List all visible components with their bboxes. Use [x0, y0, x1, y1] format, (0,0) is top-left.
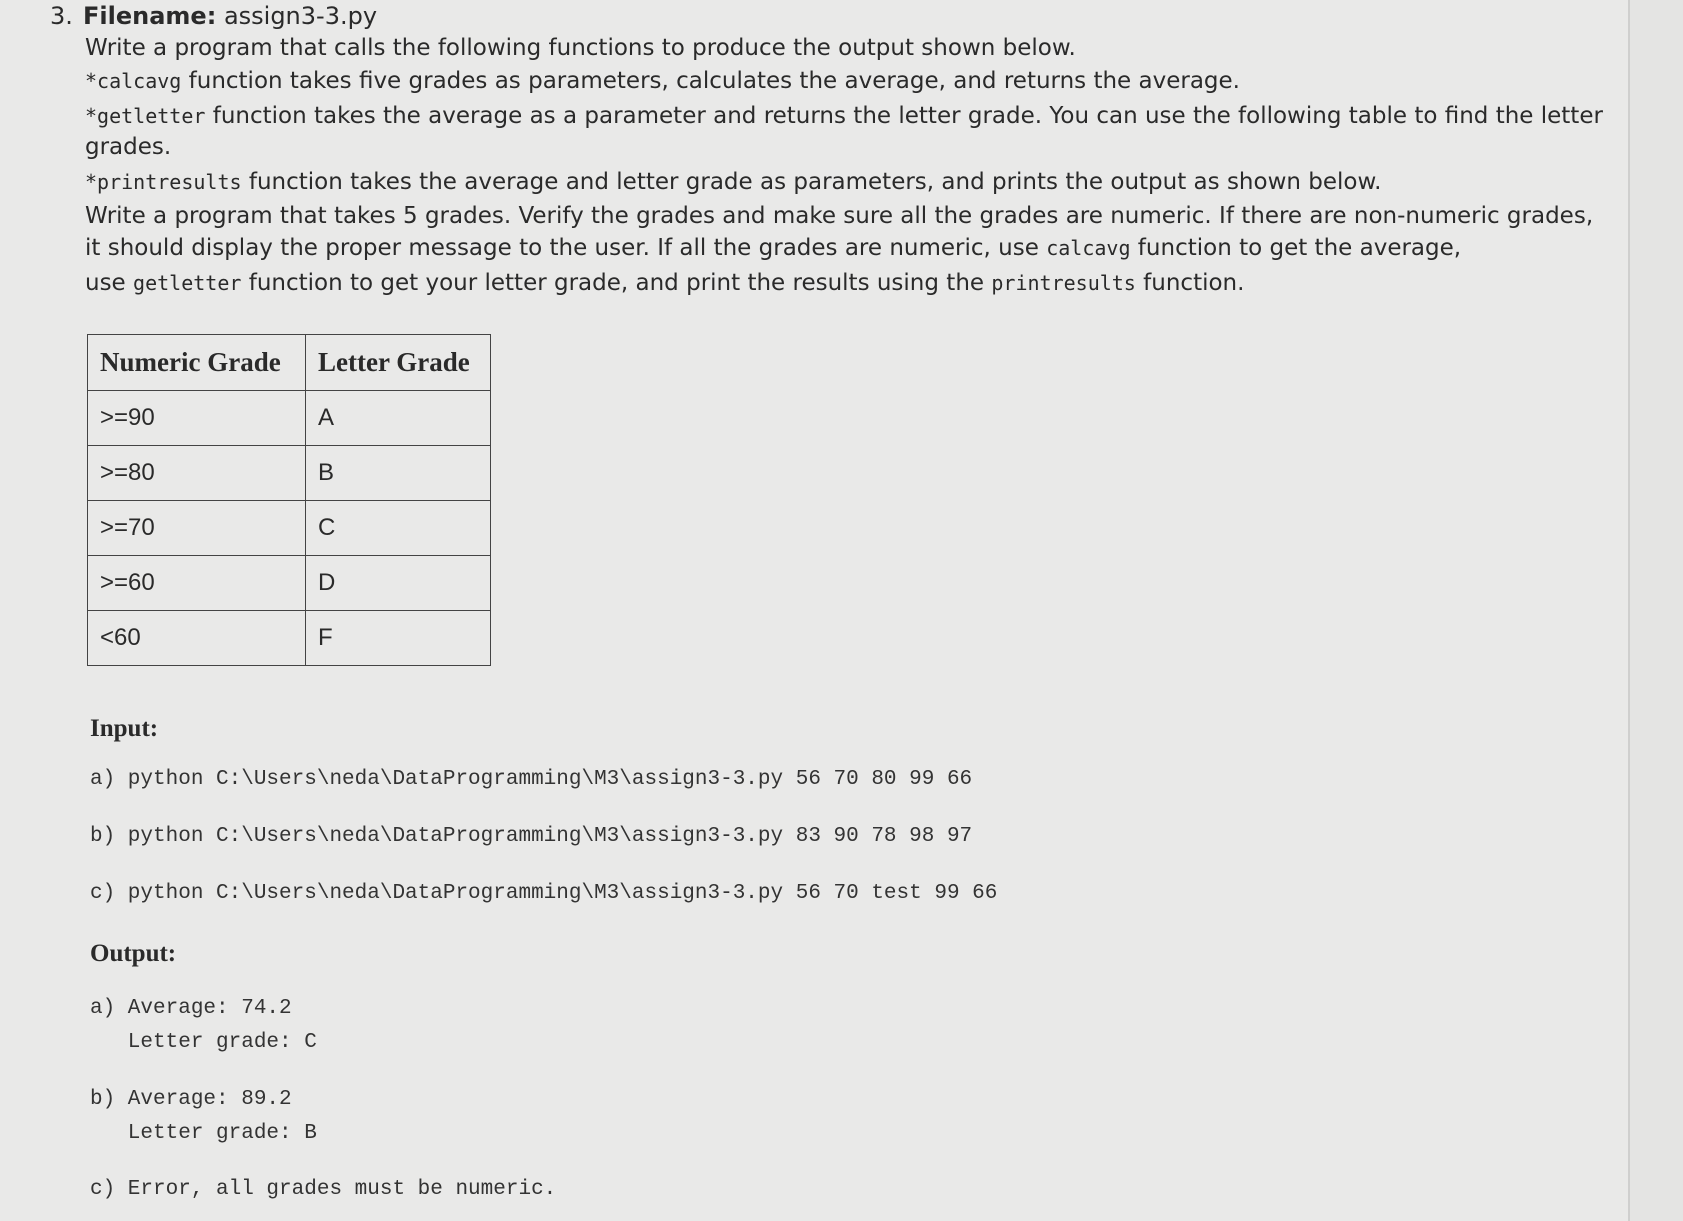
- printresults-description: [85, 169, 1382, 195]
- filename-line: [83, 2, 377, 30]
- getletter-description: [85, 103, 1603, 129]
- calcavg-desc: function takes five grades as parameters, calculates the average, and returns the average.: [181, 68, 1240, 94]
- instructions-line3-a: use: [85, 270, 134, 296]
- input-command-a: a) python C:\Users\neda\DataProgramming\M3\assign3-3.py 56 70 80 99 66: [90, 768, 973, 791]
- numeric-cell: >=60: [88, 556, 306, 611]
- numeric-cell: >=70: [88, 501, 306, 556]
- input-command-c: c) python C:\Users\neda\DataProgramming\M3\assign3-3.py 56 70 test 99 66: [90, 882, 998, 905]
- numeric-cell: <60: [88, 611, 306, 666]
- output-b-average: b) Average: 89.2: [90, 1088, 292, 1111]
- printresults-name: *printresults: [85, 170, 242, 194]
- calcavg-name: *calcavg: [85, 69, 182, 93]
- printresults-code: printresults: [991, 271, 1136, 295]
- input-command-b: b) python C:\Users\neda\DataProgramming\M3\assign3-3.py 83 90 78 98 97: [90, 825, 973, 848]
- output-b-letter: Letter grade: B: [90, 1122, 317, 1145]
- output-heading: Output:: [90, 940, 177, 967]
- table-row: [88, 501, 491, 556]
- letter-cell: B: [306, 446, 491, 501]
- grade-table: [87, 334, 491, 666]
- instructions-line3-b: function to get your letter grade, and print the results using the: [241, 270, 992, 296]
- getletter-desc-cont: grades.: [85, 134, 172, 160]
- getletter-desc: function takes the average as a parameter and returns the letter grade. You can use the following table to find the letter: [205, 103, 1603, 129]
- numeric-cell: >=80: [88, 446, 306, 501]
- letter-cell: A: [306, 391, 491, 446]
- instructions-line3-c: function.: [1135, 270, 1245, 296]
- table-header-row: [88, 335, 491, 391]
- intro-text: Write a program that calls the following functions to produce the output shown below.: [85, 35, 1076, 61]
- output-a-letter: Letter grade: C: [90, 1031, 317, 1054]
- instructions-line3: [85, 270, 1244, 296]
- printresults-desc: function takes the average and letter grade as parameters, and prints the output as shown below.: [241, 169, 1382, 195]
- page-edge: [1628, 0, 1630, 1221]
- output-c-error: c) Error, all grades must be numeric.: [90, 1178, 557, 1201]
- question-number: 3.: [50, 2, 73, 30]
- getletter-name: *getletter: [85, 104, 206, 128]
- table-row: [88, 446, 491, 501]
- calcavg-description: [85, 68, 1240, 94]
- output-a-average: a) Average: 74.2: [90, 997, 292, 1020]
- instructions-line2-b: function to get the average,: [1130, 235, 1462, 261]
- input-heading: Input:: [90, 715, 159, 742]
- filename: assign3-3.py: [223, 2, 378, 30]
- letter-cell: F: [306, 611, 491, 666]
- instructions-line2-a: it should display the proper message to the user. If all the grades are numeric, use: [85, 235, 1047, 261]
- table-row: [88, 391, 491, 446]
- filename-label: Filename:: [83, 2, 217, 30]
- table-row: [88, 556, 491, 611]
- instructions-line2: [85, 235, 1461, 261]
- instructions-line1: Write a program that takes 5 grades. Verify the grades and make sure all the grades are numeric. If there are non-numeric grades,: [85, 203, 1594, 229]
- getletter-code: getletter: [133, 271, 242, 295]
- header-numeric-grade: Numeric Grade: [88, 335, 306, 391]
- header-letter-grade: Letter Grade: [306, 335, 491, 391]
- letter-cell: C: [306, 501, 491, 556]
- numeric-cell: >=90: [88, 391, 306, 446]
- letter-cell: D: [306, 556, 491, 611]
- calcavg-code: calcavg: [1046, 236, 1131, 260]
- table-row: [88, 611, 491, 666]
